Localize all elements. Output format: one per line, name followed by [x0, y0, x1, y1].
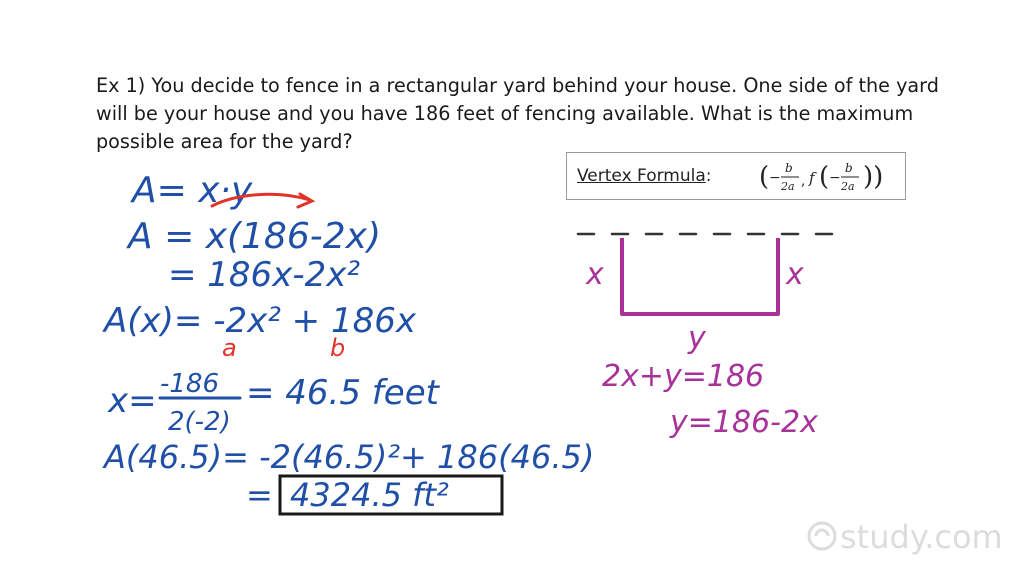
fence-bottom-label: y [688, 321, 706, 356]
work-line-vertex-x: x= [108, 381, 157, 421]
frac-numerator-inner: b [845, 161, 853, 175]
work-line-standard-form: A(x)= -2x² + 186x [104, 301, 416, 341]
paren-close: )) [863, 162, 884, 192]
vertex-x-denominator: 2(-2) [168, 407, 231, 437]
coefficient-a-label: a [222, 334, 237, 362]
paren-open: ( [759, 162, 770, 192]
frac-denominator: 2a [781, 180, 795, 193]
coefficient-b-label: b [330, 334, 346, 362]
minus-sign: − [769, 170, 781, 186]
vertex-x-result: = 46.5 feet [246, 373, 439, 413]
watermark-text: study.com [840, 518, 1003, 556]
vertex-x-numerator: -186 [160, 369, 220, 399]
arrow-head-icon [298, 194, 312, 207]
minus-sign-inner: − [829, 170, 841, 186]
frac-denominator-inner: 2a [841, 180, 855, 193]
work-line-expand: = 186x-2x² [168, 255, 360, 295]
comma: , [801, 173, 806, 189]
frac-numerator: b [785, 161, 793, 175]
vertex-formula-colon: : [705, 166, 712, 186]
vertex-formula-title: Vertex Formula [577, 166, 706, 186]
yard-fence [622, 238, 778, 314]
study-logo-icon [809, 523, 835, 549]
fence-solved-equation: y=186-2x [670, 405, 818, 440]
work-line-area-formula: A= x·y [132, 170, 253, 211]
fence-side-right-label: x [786, 257, 804, 292]
work-line-max-area: A(46.5)= -2(46.5)²+ 186(46.5) [104, 438, 595, 476]
final-answer: 4324.5 ft² [290, 476, 449, 514]
work-line-substitute: A = x(186-2x) [128, 216, 381, 257]
paren-open-inner: ( [819, 162, 830, 192]
fence-equation: 2x+y=186 [602, 359, 765, 394]
final-equals: = [246, 476, 273, 514]
problem-statement: Ex 1) You decide to fence in a rectangular yard behind your house. One side of the yard will be your house and you have 186 feet of fencing available. What is the maximum possible area for the yard? [96, 74, 939, 153]
function-f: f [809, 169, 815, 187]
fence-side-left-label: x [586, 257, 604, 292]
study-watermark [809, 518, 1003, 556]
